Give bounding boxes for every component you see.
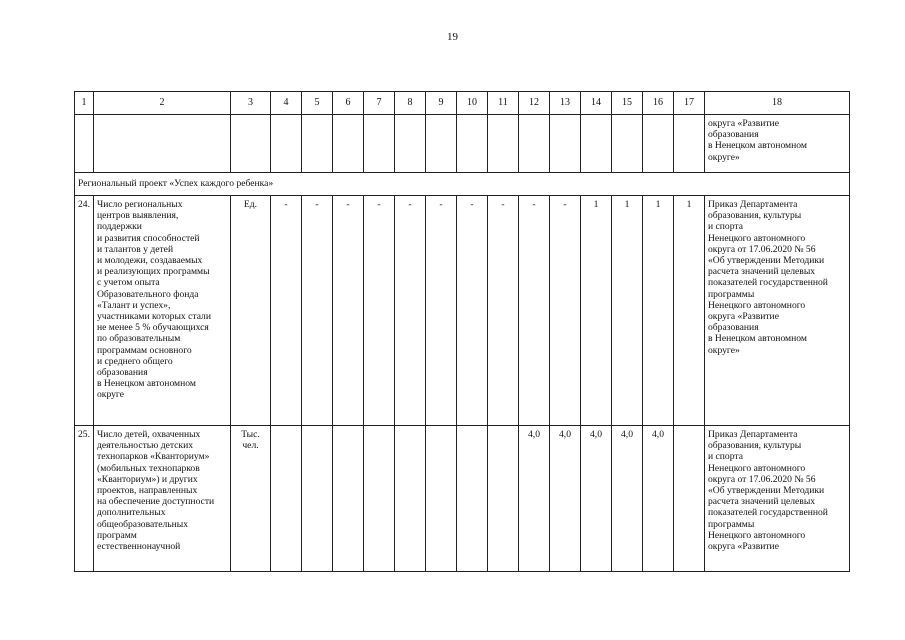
section-title: Региональный проект «Успех каждого ребенка»	[75, 173, 850, 196]
value-cell: -	[488, 196, 519, 426]
value-cell: 4,0	[550, 426, 581, 572]
value-cell	[302, 426, 333, 572]
header-cell: 7	[364, 92, 395, 115]
header-cell: 16	[643, 92, 674, 115]
empty-cell	[333, 115, 364, 173]
empty-cell	[643, 115, 674, 173]
header-cell: 4	[271, 92, 302, 115]
value-cell: 1	[674, 196, 705, 426]
header-cell: 6	[333, 92, 364, 115]
header-cell: 9	[426, 92, 457, 115]
empty-cell	[395, 115, 426, 173]
value-cell: 4,0	[581, 426, 612, 572]
value-cell: -	[333, 196, 364, 426]
header-cell: 14	[581, 92, 612, 115]
header-cell: 3	[231, 92, 271, 115]
value-cell: -	[395, 196, 426, 426]
indicator-table	[74, 91, 850, 572]
header-cell: 1	[75, 92, 94, 115]
header-cell: 13	[550, 92, 581, 115]
indicator-description: Число детей, охваченных деятельностью детских технопарков «Кванториум» (мобильных технопарков «Кванториум») и других проектов, направленных на обеспечение доступности дополнительных общеобразовательных программ естественнонаучной	[94, 426, 231, 572]
basis-cell: округа «Развитие образования в Ненецком автономном округе»	[705, 115, 850, 173]
header-cell: 8	[395, 92, 426, 115]
value-cell: 1	[643, 196, 674, 426]
section-row	[75, 173, 850, 196]
header-cell: 15	[612, 92, 643, 115]
value-cell: 4,0	[643, 426, 674, 572]
basis-cell: Приказ Департамента образования, культуры и спорта Ненецкого автономного округа от 17.06.2020 № 56 «Об утверждении Методики расчета значений целевых показателей государственной программы Ненецкого автономного округа «Развитие	[705, 426, 850, 572]
value-cell	[333, 426, 364, 572]
indicator-description: Число региональных центров выявления, поддержки и развития способностей и талантов у детей и молодежи, создаваемых и реализующих программы с учетом опыта Образовательного фонда «Талант и успех», участниками которых стали не менее 5 % обучающихся по образовательным программам основного и среднего общего образования в Ненецком автономном округе	[94, 196, 231, 426]
value-cell	[271, 426, 302, 572]
value-cell: -	[364, 196, 395, 426]
empty-cell	[364, 115, 395, 173]
empty-cell	[674, 115, 705, 173]
value-cell: 4,0	[519, 426, 550, 572]
header-cell: 2	[94, 92, 231, 115]
value-cell	[364, 426, 395, 572]
page-number: 19	[447, 31, 458, 43]
header-cell: 17	[674, 92, 705, 115]
value-cell	[457, 426, 488, 572]
empty-cell	[302, 115, 333, 173]
value-cell	[488, 426, 519, 572]
empty-cell	[75, 115, 94, 173]
header-cell: 11	[488, 92, 519, 115]
value-cell: 4,0	[612, 426, 643, 572]
row-number: 24.	[75, 196, 94, 426]
header-row	[75, 92, 850, 115]
header-cell: 12	[519, 92, 550, 115]
value-cell: -	[519, 196, 550, 426]
value-cell: -	[457, 196, 488, 426]
value-cell: 1	[581, 196, 612, 426]
value-cell: 1	[612, 196, 643, 426]
empty-cell	[488, 115, 519, 173]
value-cell: -	[550, 196, 581, 426]
table-row	[75, 196, 850, 426]
value-cell	[674, 426, 705, 572]
empty-cell	[612, 115, 643, 173]
basis-cell: Приказ Департамента образования, культуры и спорта Ненецкого автономного округа от 17.06.2020 № 56 «Об утверждении Методики расчета значений целевых показателей государственной программы Ненецкого автономного округа «Развитие образования в Ненецком автономном округе»	[705, 196, 850, 426]
continued-row	[75, 115, 850, 173]
unit-cell: Тыс. чел.	[231, 426, 271, 572]
value-cell: -	[426, 196, 457, 426]
value-cell: -	[271, 196, 302, 426]
value-cell	[426, 426, 457, 572]
empty-cell	[519, 115, 550, 173]
value-cell: -	[302, 196, 333, 426]
empty-cell	[231, 115, 271, 173]
table-row	[75, 426, 850, 572]
header-cell: 5	[302, 92, 333, 115]
empty-cell	[426, 115, 457, 173]
empty-cell	[581, 115, 612, 173]
empty-cell	[94, 115, 231, 173]
value-cell	[395, 426, 426, 572]
header-cell: 18	[705, 92, 850, 115]
row-number: 25.	[75, 426, 94, 572]
unit-cell: Ед.	[231, 196, 271, 426]
empty-cell	[271, 115, 302, 173]
header-cell: 10	[457, 92, 488, 115]
empty-cell	[550, 115, 581, 173]
empty-cell	[457, 115, 488, 173]
